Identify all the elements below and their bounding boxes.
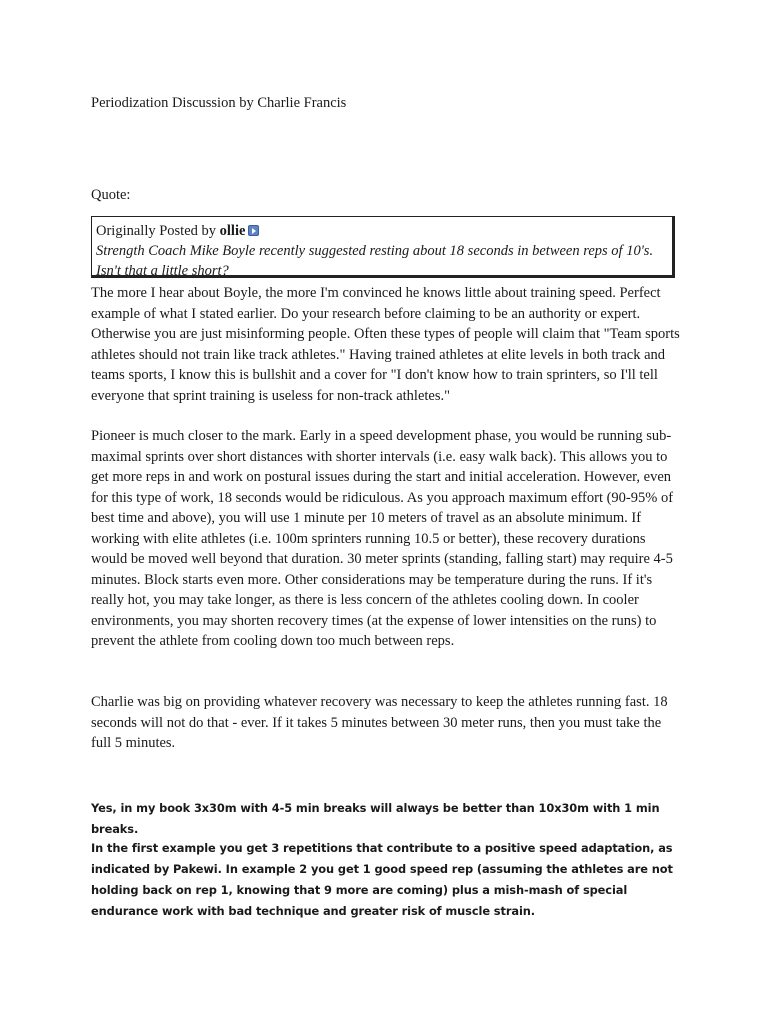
poster-name: ollie (219, 223, 246, 239)
paragraph-boyle: The more I hear about Boyle, the more I'm convinced he knows little about training speed. Perfect example of what I stated earlier. Do your research before claiming to be an authority or expert. Otherwise you are just misinforming people. Often these types of people will claim that "Team sports athletes should not train like track athletes." Having trained athletes at elite levels in both track and teams sports, I know this is bullshit and a cover for "I don't know how to train sprinters, so I'll tell everyone that sprint training is useless for non-track athletes." (91, 285, 680, 404)
quote-attribution (96, 221, 672, 241)
quoted-text: Strength Coach Mike Boyle recently suggested resting about 18 seconds in between reps of 10's. Isn't that a little short? (96, 243, 654, 279)
reply-paragraph-examples: In the first example you get 3 repetitions that contribute to a positive speed adaptation, as indicated by Pakewi. In example 2 you get 1 good speed rep (assuming the athletes are not holding back on rep 1, knowing that 9 more are coming) plus a mish-mash of special endurance work with bad technique and greater risk of muscle strain. (91, 841, 673, 918)
paragraph-charlie: Charlie was big on providing whatever recovery was necessary to keep the athletes running fast. 18 seconds will not do that - ever. If it takes 5 minutes between 30 meter runs, then you must take the full 5 minutes. (91, 694, 668, 751)
quote-box (91, 216, 675, 278)
document-title: Periodization Discussion by Charlie Francis (91, 95, 347, 111)
reply-paragraph-book: Yes, in my book 3x30m with 4-5 min breaks will always be better than 10x30m with 1 min breaks. (91, 801, 660, 836)
quote-label: Quote: (91, 187, 131, 203)
paragraph-pioneer: Pioneer is much closer to the mark. Early in a speed development phase, you would be running sub-maximal sprints over short distances with shorter intervals (i.e. easy walk back). This allows you to get more reps in and work on postural issues during the start and initial acceleration. However, even for this type of work, 18 seconds would be ridiculous. As you approach maximum effort (90-95% of best time and above), you will use 1 minute per 10 meters of travel as an absolute minimum. If working with elite athletes (i.e. 100m sprinters running 10.5 or better), these recovery durations would be moved well beyond that duration. 30 meter sprints (standing, falling start) may require 4-5 minutes. Block starts even more. Other considerations may be temperature during the runs. If it's really hot, you may take longer, as there is less concern of the athletes cooling down. In cooler environments, you may shorten recovery times (at the expense of lower intensities on the runs) to prevent the athlete from cooling down too much between reps. (91, 428, 674, 649)
view-post-icon[interactable] (248, 225, 259, 236)
posted-by-label: Originally Posted by (96, 223, 217, 239)
